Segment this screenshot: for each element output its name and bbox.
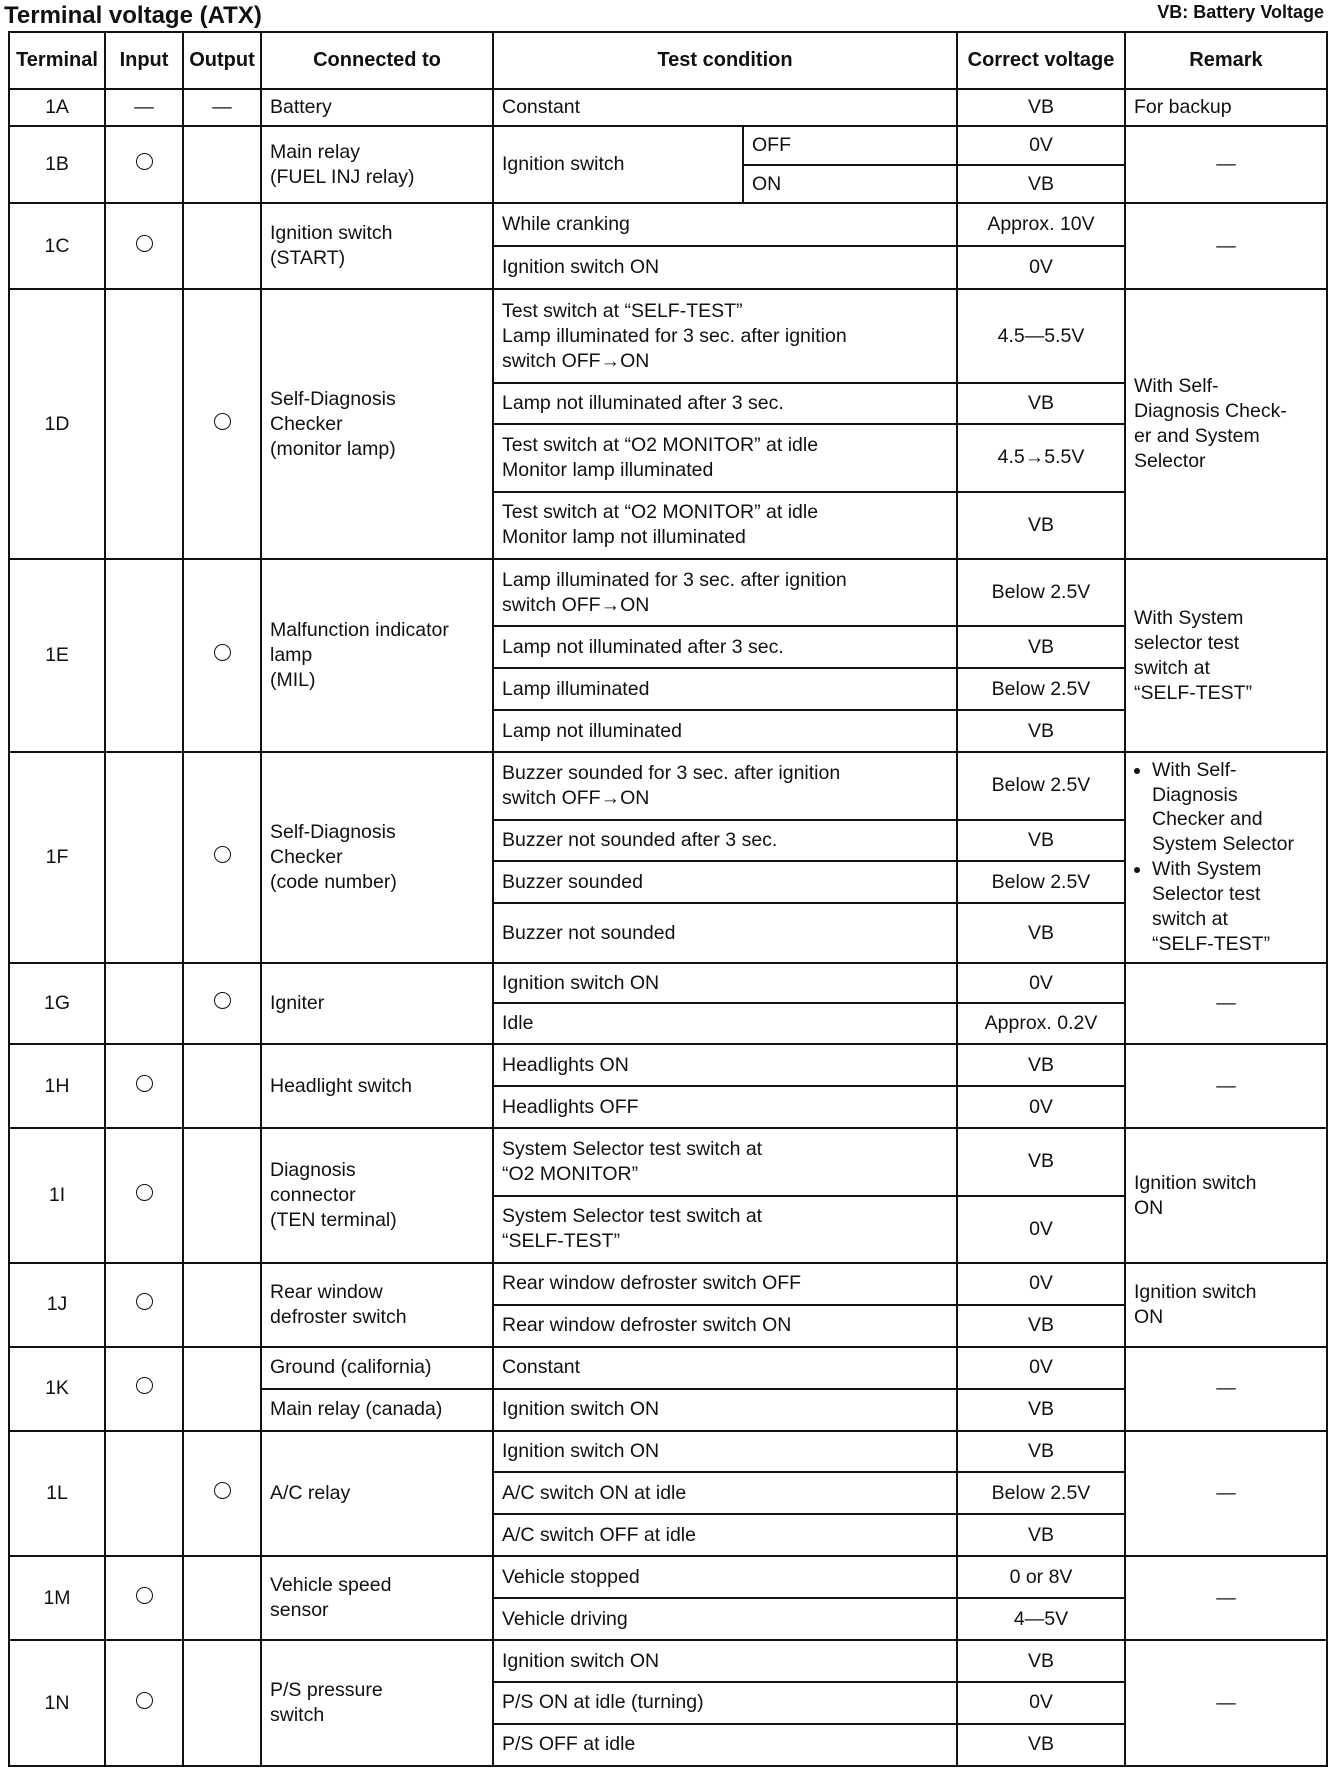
condition-cell: A/C switch OFF at idle — [493, 1514, 957, 1556]
input-cell — [105, 1431, 183, 1557]
input-cell — [105, 559, 183, 752]
output-cell — [183, 1044, 261, 1128]
table-row — [9, 289, 1327, 383]
condition-cell: Rear window defroster switch OFF — [493, 1263, 957, 1305]
terminal-cell: 1M — [9, 1556, 105, 1640]
voltage-cell: VB — [957, 1128, 1125, 1195]
voltage-cell: VB — [957, 710, 1125, 752]
input-cell — [105, 126, 183, 204]
voltage-cell: VB — [957, 89, 1125, 126]
terminal-cell: 1K — [9, 1347, 105, 1431]
terminal-cell: 1B — [9, 126, 105, 204]
remark-cell: — — [1125, 1044, 1327, 1128]
header-terminal: Terminal — [9, 32, 105, 89]
voltage-cell: Below 2.5V — [957, 1472, 1125, 1514]
table-row — [9, 1556, 1327, 1598]
table-row — [9, 752, 1327, 819]
terminal-cell: 1A — [9, 89, 105, 126]
header-correct-voltage: Correct voltage — [957, 32, 1125, 89]
condition-cell: P/S ON at idle (turning) — [493, 1682, 957, 1724]
table-row — [9, 1128, 1327, 1195]
header-connected-to: Connected to — [261, 32, 493, 89]
header-input: Input — [105, 32, 183, 89]
table-row — [9, 1044, 1327, 1086]
output-cell: — — [183, 89, 261, 126]
input-marker-icon — [136, 1293, 153, 1310]
voltage-cell: VB — [957, 1724, 1125, 1766]
remark-bullet-list — [1134, 758, 1318, 958]
condition-cell: Vehicle driving — [493, 1598, 957, 1640]
page-header — [0, 0, 1332, 30]
remark-cell: Ignition switch ON — [1125, 1263, 1327, 1347]
output-cell — [183, 126, 261, 204]
table-row — [9, 1263, 1327, 1305]
condition-cell: Lamp illuminated for 3 sec. after ignition switch OFF→ON — [493, 559, 957, 626]
voltage-cell: 0V — [957, 1086, 1125, 1128]
condition-cell: Ignition switch — [493, 126, 743, 204]
remark-cell: With System selector test switch at “SELF-TEST” — [1125, 559, 1327, 752]
terminal-cell: 1G — [9, 963, 105, 1045]
output-cell — [183, 1128, 261, 1263]
remark-cell: — — [1125, 1431, 1327, 1557]
voltage-cell: VB — [957, 626, 1125, 668]
input-cell — [105, 203, 183, 289]
output-marker-icon — [214, 846, 231, 863]
input-cell — [105, 1640, 183, 1766]
remark-cell: With Self- Diagnosis Check- er and System Selector — [1125, 289, 1327, 559]
output-cell — [183, 1263, 261, 1347]
terminal-cell: 1I — [9, 1128, 105, 1263]
connected-cell: A/C relay — [261, 1431, 493, 1557]
condition-cell: Ignition switch ON — [493, 1389, 957, 1431]
input-cell — [105, 1128, 183, 1263]
input-cell — [105, 752, 183, 962]
connected-cell: Ignition switch (START) — [261, 203, 493, 289]
input-cell — [105, 1044, 183, 1128]
condition-cell: Ignition switch ON — [493, 1431, 957, 1473]
voltage-cell: VB — [957, 1514, 1125, 1556]
voltage-cell: Below 2.5V — [957, 668, 1125, 710]
remark-cell: — — [1125, 203, 1327, 289]
output-marker-icon — [214, 644, 231, 661]
input-marker-icon — [136, 1692, 153, 1709]
condition-cell: Idle — [493, 1003, 957, 1044]
condition-cell: Headlights ON — [493, 1044, 957, 1086]
connected-cell: Main relay (FUEL INJ relay) — [261, 126, 493, 204]
voltage-cell: VB — [957, 165, 1125, 204]
table-row — [9, 963, 1327, 1004]
voltage-cell: 0V — [957, 1682, 1125, 1724]
terminal-cell: 1F — [9, 752, 105, 962]
condition-cell: System Selector test switch at “SELF-TEST” — [493, 1196, 957, 1263]
remark-cell — [1125, 752, 1327, 962]
condition-cell: Ignition switch ON — [493, 1640, 957, 1682]
input-cell — [105, 1556, 183, 1640]
voltage-cell: 0V — [957, 1196, 1125, 1263]
condition-subcell: OFF — [743, 126, 957, 165]
input-cell — [105, 289, 183, 559]
connected-cell: Rear window defroster switch — [261, 1263, 493, 1347]
output-cell — [183, 1347, 261, 1431]
voltage-cell: Approx. 0.2V — [957, 1003, 1125, 1044]
voltage-cell: 0 or 8V — [957, 1556, 1125, 1598]
battery-voltage-legend: VB: Battery Voltage — [1157, 2, 1324, 22]
header-remark: Remark — [1125, 32, 1327, 89]
input-marker-icon — [136, 235, 153, 252]
remark-cell: — — [1125, 963, 1327, 1045]
voltage-cell: 4.5—5.5V — [957, 289, 1125, 383]
voltage-cell: VB — [957, 903, 1125, 962]
voltage-cell: Below 2.5V — [957, 752, 1125, 819]
condition-cell: Lamp not illuminated after 3 sec. — [493, 383, 957, 424]
condition-cell: Buzzer not sounded after 3 sec. — [493, 820, 957, 862]
condition-cell: Lamp illuminated — [493, 668, 957, 710]
voltage-cell: 0V — [957, 126, 1125, 165]
output-cell — [183, 559, 261, 752]
table-row — [9, 1640, 1327, 1682]
voltage-cell: VB — [957, 1431, 1125, 1473]
terminal-cell: 1J — [9, 1263, 105, 1347]
connected-cell: Malfunction indicator lamp (MIL) — [261, 559, 493, 752]
terminal-cell: 1D — [9, 289, 105, 559]
condition-cell: Headlights OFF — [493, 1086, 957, 1128]
terminal-cell: 1N — [9, 1640, 105, 1766]
condition-cell: Lamp not illuminated after 3 sec. — [493, 626, 957, 668]
condition-subcell: ON — [743, 165, 957, 204]
input-marker-icon — [136, 1184, 153, 1201]
terminal-cell: 1H — [9, 1044, 105, 1128]
voltage-cell: VB — [957, 820, 1125, 862]
condition-cell: Buzzer sounded — [493, 861, 957, 903]
connected-cell: Ground (california) — [261, 1347, 493, 1389]
connected-cell: Vehicle speed sensor — [261, 1556, 493, 1640]
condition-cell: System Selector test switch at “O2 MONITOR” — [493, 1128, 957, 1195]
terminal-voltage-table — [8, 31, 1328, 1767]
condition-cell: Buzzer not sounded — [493, 903, 957, 962]
output-cell — [183, 963, 261, 1045]
remark-cell: — — [1125, 1640, 1327, 1766]
input-cell: — — [105, 89, 183, 126]
voltage-cell: 4—5V — [957, 1598, 1125, 1640]
condition-cell: P/S OFF at idle — [493, 1724, 957, 1766]
terminal-cell: 1C — [9, 203, 105, 289]
voltage-cell: 0V — [957, 246, 1125, 289]
page-title: Terminal voltage (ATX) — [4, 2, 262, 29]
output-marker-icon — [214, 992, 231, 1009]
connected-cell: Diagnosis connector (TEN terminal) — [261, 1128, 493, 1263]
voltage-cell: VB — [957, 1305, 1125, 1347]
connected-cell: Self-Diagnosis Checker (code number) — [261, 752, 493, 962]
voltage-cell: Below 2.5V — [957, 559, 1125, 626]
condition-cell: Ignition switch ON — [493, 963, 957, 1004]
connected-cell: Igniter — [261, 963, 493, 1045]
connected-cell: Battery — [261, 89, 493, 126]
input-cell — [105, 1347, 183, 1431]
voltage-cell: Approx. 10V — [957, 203, 1125, 246]
voltage-cell: 4.5→5.5V — [957, 424, 1125, 491]
table-row — [9, 203, 1327, 246]
voltage-cell: Below 2.5V — [957, 861, 1125, 903]
output-marker-icon — [214, 1482, 231, 1499]
condition-cell: A/C switch ON at idle — [493, 1472, 957, 1514]
condition-cell: Vehicle stopped — [493, 1556, 957, 1598]
remark-bullet: • With Self- Diagnosis Checker and System Selector — [1152, 758, 1318, 858]
remark-cell: — — [1125, 1347, 1327, 1431]
terminal-cell: 1E — [9, 559, 105, 752]
output-cell — [183, 289, 261, 559]
header-row — [9, 32, 1327, 89]
condition-cell: Lamp not illuminated — [493, 710, 957, 752]
voltage-cell: VB — [957, 1389, 1125, 1431]
remark-cell: For backup — [1125, 89, 1327, 126]
remark-cell: — — [1125, 126, 1327, 204]
input-marker-icon — [136, 1075, 153, 1092]
voltage-cell: VB — [957, 1044, 1125, 1086]
condition-cell: Constant — [493, 1347, 957, 1389]
voltage-cell: 0V — [957, 1263, 1125, 1305]
header-test-condition: Test condition — [493, 32, 957, 89]
input-cell — [105, 1263, 183, 1347]
voltage-cell: VB — [957, 383, 1125, 424]
remark-bullet: • With System Selector test switch at “SELF-TEST” — [1152, 857, 1318, 957]
table-row — [9, 559, 1327, 626]
connected-cell: P/S pressure switch — [261, 1640, 493, 1766]
table-row — [9, 1431, 1327, 1473]
terminal-cell: 1L — [9, 1431, 105, 1557]
output-cell — [183, 752, 261, 962]
output-cell — [183, 203, 261, 289]
condition-cell: Ignition switch ON — [493, 246, 957, 289]
remark-cell: — — [1125, 1556, 1327, 1640]
connected-cell: Self-Diagnosis Checker (monitor lamp) — [261, 289, 493, 559]
output-marker-icon — [214, 413, 231, 430]
table-row — [9, 1347, 1327, 1389]
connected-cell: Headlight switch — [261, 1044, 493, 1128]
condition-cell: Test switch at “O2 MONITOR” at idle Monitor lamp illuminated — [493, 424, 957, 491]
condition-cell: Constant — [493, 89, 957, 126]
input-marker-icon — [136, 153, 153, 170]
condition-cell: Test switch at “O2 MONITOR” at idle Monitor lamp not illuminated — [493, 492, 957, 559]
table-row — [9, 126, 1327, 165]
condition-cell: Test switch at “SELF-TEST” Lamp illuminated for 3 sec. after ignition switch OFF→ON — [493, 289, 957, 383]
voltage-cell: 0V — [957, 1347, 1125, 1389]
voltage-cell: 0V — [957, 963, 1125, 1004]
output-cell — [183, 1556, 261, 1640]
table-row — [9, 89, 1327, 126]
output-cell — [183, 1640, 261, 1766]
remark-cell: Ignition switch ON — [1125, 1128, 1327, 1263]
condition-cell: While cranking — [493, 203, 957, 246]
voltage-cell: VB — [957, 1640, 1125, 1682]
voltage-cell: VB — [957, 492, 1125, 559]
header-output: Output — [183, 32, 261, 89]
input-marker-icon — [136, 1377, 153, 1394]
input-cell — [105, 963, 183, 1045]
output-cell — [183, 1431, 261, 1557]
condition-cell: Rear window defroster switch ON — [493, 1305, 957, 1347]
connected-cell: Main relay (canada) — [261, 1389, 493, 1431]
condition-cell: Buzzer sounded for 3 sec. after ignition switch OFF→ON — [493, 752, 957, 819]
input-marker-icon — [136, 1587, 153, 1604]
